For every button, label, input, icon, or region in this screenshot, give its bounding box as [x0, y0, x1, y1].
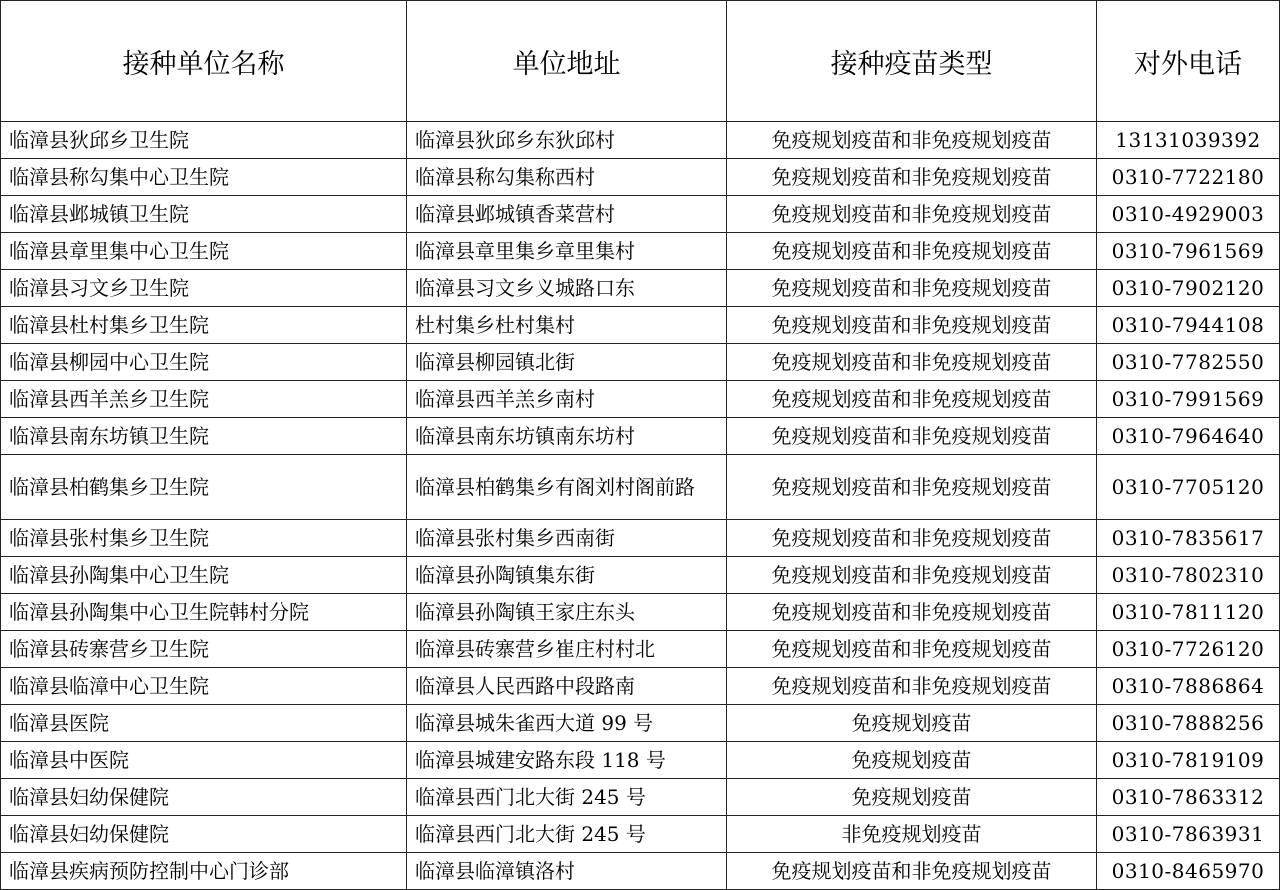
header-unit-name: 接种单位名称 — [1, 1, 407, 122]
phone-cell: 0310-7722180 — [1097, 159, 1280, 196]
phone-cell: 0310-7964640 — [1097, 418, 1280, 455]
address-cell: 临漳县章里集乡章里集村 — [407, 233, 727, 270]
phone-cell: 0310-7819109 — [1097, 742, 1280, 779]
phone-cell: 0310-7726120 — [1097, 631, 1280, 668]
phone-cell: 0310-7782550 — [1097, 344, 1280, 381]
address-cell: 杜村集乡杜村集村 — [407, 307, 727, 344]
phone-cell: 0310-7835617 — [1097, 520, 1280, 557]
address-cell: 临漳县城朱雀西大道 99 号 — [407, 705, 727, 742]
phone-cell: 0310-7705120 — [1097, 455, 1280, 520]
unit-name-cell: 临漳县中医院 — [1, 742, 407, 779]
phone-cell: 0310-7888256 — [1097, 705, 1280, 742]
header-vaccine-type: 接种疫苗类型 — [727, 1, 1097, 122]
table-row — [1, 557, 1280, 594]
unit-name-cell: 临漳县称勾集中心卫生院 — [1, 159, 407, 196]
address-cell: 临漳县西羊羔乡南村 — [407, 381, 727, 418]
unit-name-cell: 临漳县西羊羔乡卫生院 — [1, 381, 407, 418]
vaccine-type-cell: 免疫规划疫苗和非免疫规划疫苗 — [727, 520, 1097, 557]
unit-name-cell: 临漳县章里集中心卫生院 — [1, 233, 407, 270]
table-row — [1, 520, 1280, 557]
phone-cell: 13131039392 — [1097, 122, 1280, 159]
vaccine-type-cell: 免疫规划疫苗和非免疫规划疫苗 — [727, 270, 1097, 307]
address-cell: 临漳县南东坊镇南东坊村 — [407, 418, 727, 455]
unit-name-cell: 临漳县孙陶集中心卫生院韩村分院 — [1, 594, 407, 631]
address-cell: 临漳县张村集乡西南街 — [407, 520, 727, 557]
phone-cell: 0310-7902120 — [1097, 270, 1280, 307]
table-row — [1, 418, 1280, 455]
phone-cell: 0310-4929003 — [1097, 196, 1280, 233]
unit-name-cell: 临漳县杜村集乡卫生院 — [1, 307, 407, 344]
unit-name-cell: 临漳县砖寨营乡卫生院 — [1, 631, 407, 668]
header-row — [1, 1, 1280, 122]
vaccine-type-cell: 免疫规划疫苗和非免疫规划疫苗 — [727, 196, 1097, 233]
unit-name-cell: 临漳县孙陶集中心卫生院 — [1, 557, 407, 594]
phone-cell: 0310-7802310 — [1097, 557, 1280, 594]
table-row — [1, 705, 1280, 742]
vaccine-type-cell: 免疫规划疫苗 — [727, 779, 1097, 816]
unit-name-cell: 临漳县临漳中心卫生院 — [1, 668, 407, 705]
table-row — [1, 779, 1280, 816]
table-row — [1, 668, 1280, 705]
unit-name-cell: 临漳县妇幼保健院 — [1, 816, 407, 853]
vaccine-type-cell: 免疫规划疫苗和非免疫规划疫苗 — [727, 418, 1097, 455]
table-row — [1, 594, 1280, 631]
vaccine-type-cell: 免疫规划疫苗和非免疫规划疫苗 — [727, 455, 1097, 520]
address-cell: 临漳县孙陶镇集东街 — [407, 557, 727, 594]
table-row — [1, 233, 1280, 270]
phone-cell: 0310-7991569 — [1097, 381, 1280, 418]
address-cell: 临漳县称勾集称西村 — [407, 159, 727, 196]
unit-name-cell: 临漳县柳园中心卫生院 — [1, 344, 407, 381]
address-cell: 临漳县砖寨营乡崔庄村村北 — [407, 631, 727, 668]
phone-cell: 0310-7863312 — [1097, 779, 1280, 816]
vaccine-type-cell: 免疫规划疫苗和非免疫规划疫苗 — [727, 233, 1097, 270]
unit-name-cell: 临漳县疾病预防控制中心门诊部 — [1, 853, 407, 890]
table-row — [1, 344, 1280, 381]
address-cell: 临漳县西门北大街 245 号 — [407, 816, 727, 853]
vaccine-type-cell: 免疫规划疫苗和非免疫规划疫苗 — [727, 344, 1097, 381]
vaccine-type-cell: 免疫规划疫苗 — [727, 742, 1097, 779]
phone-cell: 0310-7886864 — [1097, 668, 1280, 705]
address-cell: 临漳县人民西路中段路南 — [407, 668, 727, 705]
table-row — [1, 853, 1280, 890]
address-cell: 临漳县习文乡义城路口东 — [407, 270, 727, 307]
phone-cell: 0310-7961569 — [1097, 233, 1280, 270]
table-row — [1, 455, 1280, 520]
vaccine-type-cell: 免疫规划疫苗和非免疫规划疫苗 — [727, 122, 1097, 159]
unit-name-cell: 临漳县柏鹤集乡卫生院 — [1, 455, 407, 520]
table-row — [1, 196, 1280, 233]
vaccine-type-cell: 免疫规划疫苗和非免疫规划疫苗 — [727, 668, 1097, 705]
table-row — [1, 122, 1280, 159]
vaccine-type-cell: 免疫规划疫苗和非免疫规划疫苗 — [727, 159, 1097, 196]
table-row — [1, 742, 1280, 779]
address-cell: 临漳县西门北大街 245 号 — [407, 779, 727, 816]
header-phone: 对外电话 — [1097, 1, 1280, 122]
table-row — [1, 631, 1280, 668]
unit-name-cell: 临漳县医院 — [1, 705, 407, 742]
header-unit-address: 单位地址 — [407, 1, 727, 122]
table-row — [1, 270, 1280, 307]
unit-name-cell: 临漳县张村集乡卫生院 — [1, 520, 407, 557]
vaccine-type-cell: 免疫规划疫苗 — [727, 705, 1097, 742]
unit-name-cell: 临漳县妇幼保健院 — [1, 779, 407, 816]
phone-cell: 0310-7863931 — [1097, 816, 1280, 853]
unit-name-cell: 临漳县习文乡卫生院 — [1, 270, 407, 307]
unit-name-cell: 临漳县狄邱乡卫生院 — [1, 122, 407, 159]
address-cell: 临漳县孙陶镇王家庄东头 — [407, 594, 727, 631]
table-row — [1, 816, 1280, 853]
phone-cell: 0310-8465970 — [1097, 853, 1280, 890]
table-row — [1, 159, 1280, 196]
vaccine-type-cell: 非免疫规划疫苗 — [727, 816, 1097, 853]
address-cell: 临漳县邺城镇香菜营村 — [407, 196, 727, 233]
vaccine-type-cell: 免疫规划疫苗和非免疫规划疫苗 — [727, 557, 1097, 594]
address-cell: 临漳县城建安路东段 118 号 — [407, 742, 727, 779]
table-row — [1, 381, 1280, 418]
vaccine-type-cell: 免疫规划疫苗和非免疫规划疫苗 — [727, 381, 1097, 418]
address-cell: 临漳县柏鹤集乡有阁刘村阁前路 — [407, 455, 727, 520]
unit-name-cell: 临漳县南东坊镇卫生院 — [1, 418, 407, 455]
unit-name-cell: 临漳县邺城镇卫生院 — [1, 196, 407, 233]
vaccine-type-cell: 免疫规划疫苗和非免疫规划疫苗 — [727, 594, 1097, 631]
address-cell: 临漳县狄邱乡东狄邱村 — [407, 122, 727, 159]
phone-cell: 0310-7944108 — [1097, 307, 1280, 344]
table-row — [1, 307, 1280, 344]
vaccine-type-cell: 免疫规划疫苗和非免疫规划疫苗 — [727, 631, 1097, 668]
phone-cell: 0310-7811120 — [1097, 594, 1280, 631]
vaccine-type-cell: 免疫规划疫苗和非免疫规划疫苗 — [727, 853, 1097, 890]
vaccine-type-cell: 免疫规划疫苗和非免疫规划疫苗 — [727, 307, 1097, 344]
address-cell: 临漳县柳园镇北街 — [407, 344, 727, 381]
address-cell: 临漳县临漳镇洛村 — [407, 853, 727, 890]
